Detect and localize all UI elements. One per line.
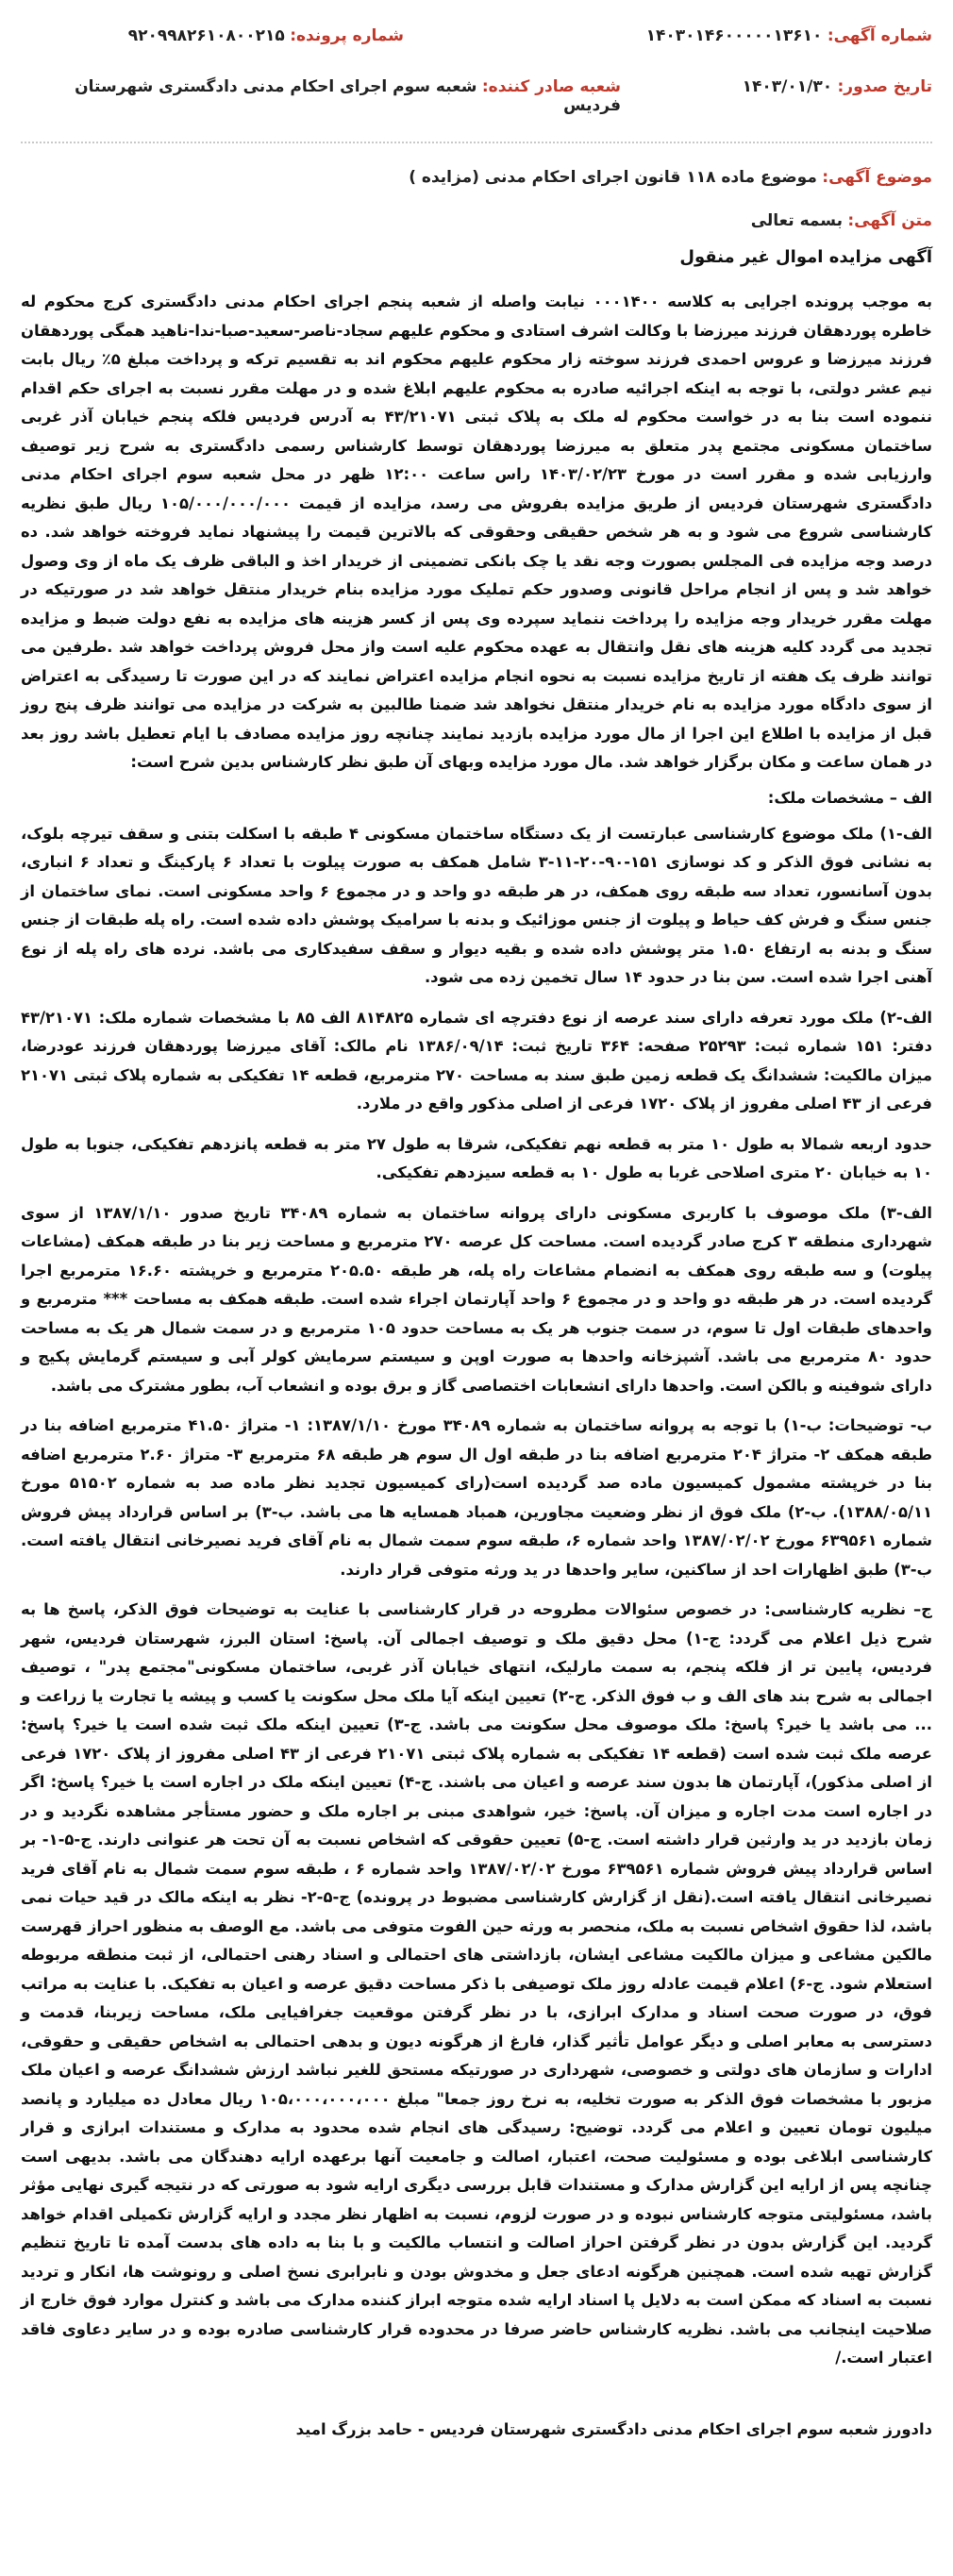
case-number-value: ۹۲۰۹۹۸۲۶۱۰۸۰۰۲۱۵ <box>127 26 285 45</box>
case-number <box>128 26 404 45</box>
body-paragraph-a3: الف-۳) ملک موصوف با کاربری مسکونی دارای پروانه ساختمان به شماره ۳۴۰۸۹ تاریخ صدور ۱۳۸۷/۱/۱۰ از سوی شهرداری منطقه ۳ کرج صادر گردیده است. مساحت کل عرصه ۲۷۰ مترمربع و مساحت زیر بنا در طبقه همکف (مشاعات پیلوت) و سه طبقه روی همکف به انضمام مشاعات راه پله، هر طبقه ۲۰۵.۵۰ مترمربع و خرپشته ۱۶.۶۰ مترمربع اجرا گردیده است. در هر طبقه دو واحد و در مجموع ۶ واحد آپارتمان اجراء شده است. طبقه همکف به مساحت *** مترمربع و واحدهای طبقات اول تا سوم، در سمت جنوب هر یک به مساحت حدود ۱۰۵ مترمربع و در سمت شمال هر یک به مساحت حدود ۸۰ مترمربع می باشد. آشپزخانه واحدها به صورت اوپن و سیستم سرمایش کولر آبی و سیستم گرمایش پکیج و دارای شوفینه و بالکن است. واحدها دارای انشعابات اختصاصی گاز و برق بوده و انشعاب آب، بطور مشترک می باشد. <box>21 1203 933 1395</box>
body-paragraph-bounds: حدود اربعه شمالا به طول ۱۰ متر به قطعه نهم تفکیکی، شرقا به طول ۲۷ متر به قطعه پانزدهم تفکیکی، جنوبا به طول ۱۰ به خیابان ۲۰ متری اصلاحی غربا به طول ۱۰ به قطعه سیزدهم تفکیکی. <box>21 1134 933 1181</box>
issuer <box>21 77 621 115</box>
case-number-label: شماره پرونده: <box>290 26 404 45</box>
notice-number-label: شماره آگهی: <box>827 26 932 45</box>
notice-subject <box>21 168 932 187</box>
notice-header <box>21 26 932 128</box>
notice-number-value: ۱۴۰۳۰۱۴۶۰۰۰۰۰۱۳۶۱۰ <box>645 26 823 45</box>
text-label: متن آگهی: <box>847 211 932 230</box>
body-paragraph-b: ب- توضیحات: ب-۱) با توجه به پروانه ساختمان به شماره ۳۴۰۸۹ مورخ ۱۳۸۷/۱/۱۰: ۱- متراژ ۴۱.۵۰ مترمربع اضافه بنا در طبقه همکف ۲- متراژ ۲۰۴ مترمربع اضافه بنا در طبقه اول ال سوم هر طبقه ۶۸ مترمربع ۳- متراژ ۲.۶۰ مترمربع اضافه بنا در خرپشته مشمول کمیسیون ماده صد گردیده است(رای کمیسیون تجدید نظر ماده صد به شماره ۵۱۵۰۲ مورخ ۱۳۸۸/۰۵/۱۱). ب-۲) ملک فوق از نظر وضعیت مجاورین، همباد همسایه ها می باشد. ب-۳) بر اساس قرارداد پیش فروش شماره ۶۳۹۵۶۱ مورخ ۱۳۸۷/۰۲/۰۲ واحد شماره ۶، طبقه سوم سمت شمال به نام آقای فرید نصیرخانی انتقال یافته است. ب-۳) طبق اظهارات احد از ساکنین، سایر واحدها در ید ورثه متوفی قرار دارند. <box>21 1416 933 1579</box>
body-paragraph-c: ج– نظریه کارشناسی: در خصوص سئوالات مطروحه در قرار کارشناسی با عنایت به توضیحات فوق الذکر، پاسخ ها به شرح ذیل اعلام می گردد: ج-۱) محل دقیق ملک و توصیف اجمالی آن. پاسخ: استان البرز، شهرستان فردیس، شهر فردیس، پایین تر از فلکه پنجم، به سمت مارلیک، انتهای خیابان آذر غربی، ساختمان مسکونی"مجتمع پدر" ، توصیف اجمالی به شرح بند های الف و ب فوق الذکر. ج-۲) تعیین اینکه آیا ملک محل سکونت یا کسب و پیشه یا تجارت یا زراعت و ... می باشد یا خیر؟ پاسخ: ملک موصوف محل سکونت می باشد. ج-۳) تعیین اینکه ملک ثبت شده است یا خیر؟ پاسخ: عرصه ملک ثبت شده است (قطعه ۱۴ تفکیکی به شماره پلاک ثبتی ۲۱۰۷۱ فرعی از ۴۳ اصلی مفروز از پلاک ۱۷۲۰ فرعی از اصلی مذکور)، آپارتمان ها بدون سند عرصه و اعیان می باشند. ج-۴) تعیین اینکه ملک در اجاره است یا خیر؟ پاسخ: اگر در اجاره است مدت اجاره و میزان آن. پاسخ: خیر، شواهدی مبنی بر اجاره ملک و حضور مستأجر مشاهده نگردید و در زمان بازدید در ید وارثین قرار داشته است. ج-۵) تعیین حقوقی که اشخاص نسبت به آن تحت هر عنوانی دارند. ج-۵-۱- بر اساس قرارداد پیش فروش شماره ۶۳۹۵۶۱ مورخ ۱۳۸۷/۰۲/۰۲ واحد شماره ۶ ، طبقه سوم سمت شمال به نام آقای فرید نصیرخانی انتقال یافته است.(نقل از گزارش کارشناسی مضبوط در پرونده) ج-۵-۲- نظر به اینکه مالک در قید حیات نمی باشد، لذا حقوق اشخاص نسبت به ملک، منحصر به ورثه حین الفوت متوفی می باشد. مع الوصف به منظور احراز قهرست مالکین مشاعی و میزان مالکیت مشاعی ایشان، بازداشتی های احتمالی و اسناد رهنی احتمالی، از ثبت منطقه مربوطه استعلام شود. ج-۶) اعلام قیمت عادله روز ملک توصیفی با ذکر مساحت دقیق عرصه و اعیان به تفکیک. با عنایت به مراتب فوق، در صورت صحت اسناد و مدارک ابرازی، با در نظر گرفتن موقعیت جغرافیایی ملک، مساحت زیربنا، قدمت و دسترسی به معابر اصلی و دیگر عوامل تأثیر گذار، فارغ از هرگونه دیون و بدهی احتمالی به اشخاص حقیقی و حقوقی، ادارات و سازمان های دولتی و خصوصی، شهرداری در صورتیکه مستحق للغیر نباشد ارزش ششدانگ عرصه و اعیان ملک مزبور با مشخصات فوق الذکر به صورت تخلیه، به نرخ روز جمعا" مبلغ ۱۰۵،۰۰۰،۰۰۰،۰۰۰ ریال معادل ده میلیارد و پانصد میلیون تومان تعیین و اعلام می گردد. توضیح: رسیدگی های انجام شده محدود به مدارک و مستندات ابرازی و قرار کارشناسی ابلاغی بوده و مسئولیت صحت، اعتبار، اصالت و جامعیت آنها برعهده ارایه دهندگان می باشد. بدیهی است چنانچه پس از ارایه این گزارش مدارک و مستندات قابل بررسی دیگری ارایه شود به صورتی که در نتیجه گیری نهایی مؤثر باشد، مسئولیتی متوجه کارشناس نبوده و در صورت لزوم، نسبت به اظهار نظر مجدد و ارایه گزارش تکمیلی اقدام خواهد گردید. این گزارش بدون در نظر گرفتن احراز اصالت و انتساب مالکیت و با بنا به داده های بدست آمده تا تاریخ تنظیم گزارش تهیه شده است. همچنین هرگونه ادعای جعل و مخدوش بودن و نابرابری نسخ اصلی و رونوشت ها، انکار و تردید نسبت به اسناد که ممکن است به دلایل پا اسناد ارایه شده متوجه ابراز کننده مدارک می باشد و کنترل موارد فوق خارج از صلاحیت اینجانب می باشد. نظریه کارشناس حاضر صرفا در محدوده قرار کارشناسی صادره بوده و در سایر دعاوی فاقد اعتبار است./ <box>21 1600 933 2367</box>
subject-label: موضوع آگهی: <box>822 168 932 187</box>
issuer-value: شعبه سوم اجرای احکام مدنی دادگستری شهرستان فردیس <box>75 77 621 115</box>
issue-date-label: تاریخ صدور: <box>837 77 932 96</box>
header-divider <box>21 142 932 143</box>
section-heading-a: الف – مشخصات ملک: <box>767 788 932 807</box>
issue-date <box>743 77 932 96</box>
body-paragraph-a1: الف-۱) ملک موضوع کارشناسی عبارتست از یک دستگاه ساختمان مسکونی ۴ طبقه با اسکلت بتنی و سقف تیرچه بلوک، به نشانی فوق الذکر و کد نوسازی ۱۵۱-۹۰-۲۰-۱۱-۳ شامل همکف به صورت پیلوت با تعداد ۶ پارکینگ و تعداد ۶ انباری، بدون آسانسور، تعداد سه طبقه روی همکف، در هر طبقه دو واحد و در مجموع ۶ واحد مسکونی است. نمای ساختمان از جنس سنگ و فرش کف حیاط و پیلوت از جنس موزائیک و بدنه با سرامیک پوشش داده شده است. راه پله طبقات از جنس سنگ و بدنه به ارتفاع ۱.۵۰ متر پوشش داده شده و بقیه دیوار و سقف سفیدکاری می باشد. نرده های راه پله از نوع آهنی اجرا شده است. سن بنا در حدود ۱۴ سال تخمین زده می شود. <box>21 824 933 986</box>
subject-value: موضوع ماده ۱۱۸ قانون اجرای احکام مدنی (مزایده ) <box>409 168 817 187</box>
issuer-label: شعبه صادر کننده: <box>481 77 621 96</box>
issue-date-value: ۱۴۰۳/۰۱/۳۰ <box>742 77 833 96</box>
text-value: بسمه تعالی <box>750 211 843 230</box>
notice-title: آگهی مزایده اموال غیر منقول <box>679 247 932 267</box>
body-paragraph-a2: الف-۲) ملک مورد تعرفه دارای سند عرصه از نوع دفترچه ای شماره ۸۱۴۸۲۵ الف ۸۵ با مشخصات شماره ملک: ۴۳/۲۱۰۷۱ دفتر: ۱۵۱ شماره ثبت: ۲۵۲۹۳ صفحه: ۳۶۴ تاریخ ثبت: ۱۳۸۶/۰۹/۱۴ نام مالک: آقای میرزضا پوردهقان فرزند عودرضا، میزان مالکیت: ششدانگ یک قطعه زمین طبق سند به مساحت ۲۷۰ مترمربع، قطعه ۱۴ تفکیکی به شماره پلاک ثبتی ۲۱۰۷۱ فرعی از ۴۳ اصلی مفروز از پلاک ۱۷۲۰ فرعی از اصلی مذکور واقع در ملارد. <box>21 1008 932 1112</box>
notice-text-intro <box>21 211 932 230</box>
signature: دادورز شعبه سوم اجرای احکام مدنی دادگستری شهرستان فردیس - حامد بزرگ امید <box>295 2419 932 2438</box>
body-paragraph-intro: به موجب پرونده اجرایی به کلاسه ۰۰۰۱۴۰۰ نیابت واصله از شعبه پنجم اجرای احکام مدنی دادگستری کرج محکوم له خاطره پوردهقان فرزند میرزضا با وکالت اشرف استادی و محکوم علیهم سجاد-ناصر-سعید-صبا-ندا-ناهید همگی پوردهقان فرزند میرزضا و عروس احمدی فرزند سوخته زار محکوم علیهم محکوم اند به تقسیم ترکه و پرداخت مبلغ ۵٪ ریال بابت نیم عشر دولتی، با توجه به اینکه اجرائیه صادره به محکوم علیهم ابلاغ شده و در مهلت مقرر نسبت به اجرای حکم اقدام ننموده است بنا به در خواست محکوم له ملک به پلاک ثبتی ۴۳/۲۱۰۷۱ به آدرس فردیس فلکه پنجم خیابان آذر غربی ساختمان مسکونی مجتمع پدر متعلق به میرزضا پوردهقان توسط کارشناس رسمی دادگستری به شرح زیر توصیف وارزیابی شده و مقرر است در مورخ ۱۴۰۳/۰۲/۲۳ راس ساعت ۱۲:۰۰ ظهر در محل شعبه سوم اجرای احکام مدنی دادگستری شهرستان فردیس از طریق مزایده بفروش می رسد، مزایده از قیمت ۱۰۵/۰۰۰/۰۰۰/۰۰۰ ریال طبق نظریه کارشناسی شروع می شود و به هر شخص حقیقی وحقوقی که بالاترین قیمت را پیشنهاد نماید فروخته خواهد شد. ده درصد وجه مزایده فی المجلس بصورت وجه نقد یا چک بانکی تضمینی از خریدار اخذ و الباقی ظرف یک ماه از وی وصول خواهد شد و پس از انجام مراحل قانونی وصدور حکم تملیک مورد مزایده بنام خریدار منتقل خواهد شد در صورتیکه در مهلت مقرر خریدار وجه مزایده را پرداخت ننماید سپرده وی پس از کسر هزینه های مزایده به نفع دولت ضبط و مزایده تجدید می گردد کلیه هزینه های نقل وانتقال به عهده محکوم علیه است واز محل فروش پرداخت خواهد شد .طرفین می توانند ظرف یک هفته از تاریخ مزایده نسبت به نحوه انجام مزایده اعتراض نمایند که در این صورت تا رسیدگی به اعتراض از سوی دادگاه مورد مزایده به نام خریدار منتقل نخواهد شد ضمنا طالبین به شرکت در مزایده می توانند ظرف پنج روز قبل از مزایده با اطلاع این اجرا از مال مورد مزایده بازدید نمایند چنانچه روز مزایده مصادف با ایام تعطیل باشد روز بعد در همان ساعت و مکان برگزار خواهد شد. مال مورد مزایده وبهای آن طبق نظر کارشناس بدین شرح است: <box>21 293 932 771</box>
notice-number <box>646 26 932 45</box>
